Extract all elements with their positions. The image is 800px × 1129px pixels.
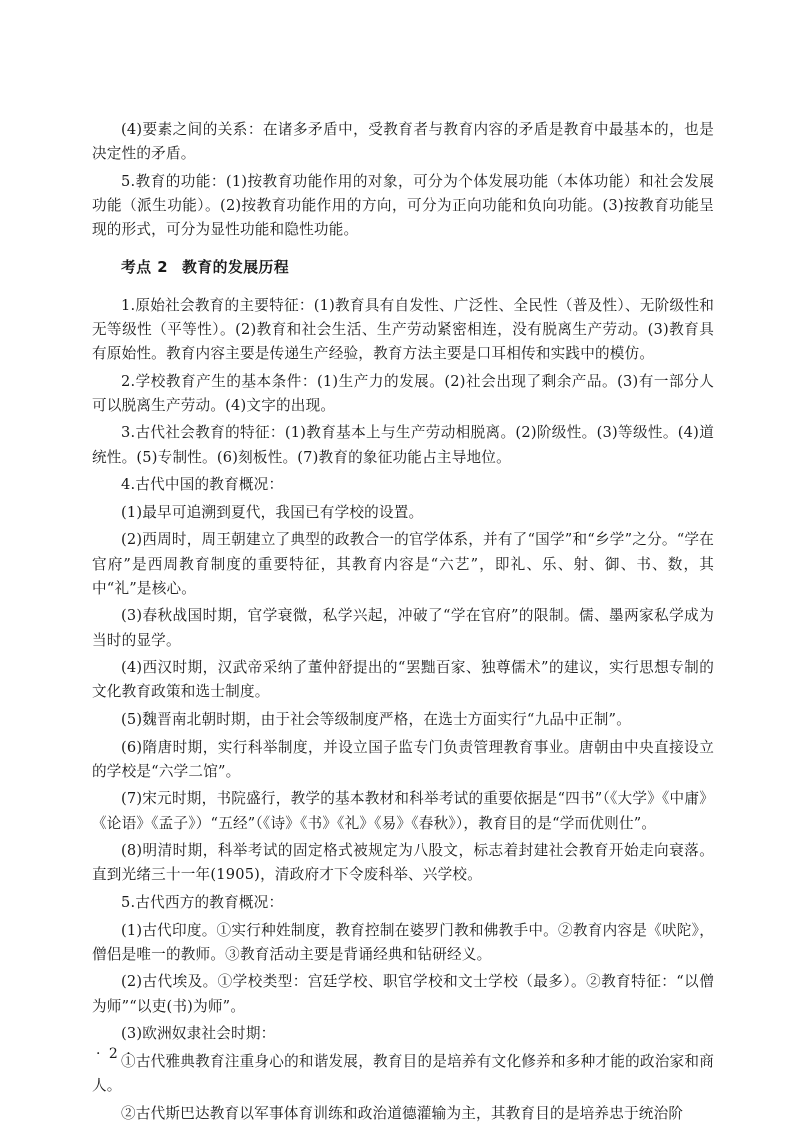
page-body (92, 118, 714, 1129)
paragraph: (6)隋唐时期，实行科举制度，并设立国子监专门负责管理教育事业。唐朝由中央直接设立的学校是“六学二馆”。 (92, 738, 714, 780)
paragraph: (3)欧洲奴隶社会时期： (121, 1025, 276, 1043)
paragraph: (2)西周时，周王朝建立了典型的政教合一的官学体系，并有了“国学”和“乡学”之分。“学在官府”是西周教育制度的重要特征，其教育内容是“六艺”，即礼、乐、射、御、书、数，其中“礼”是核心。 (92, 531, 714, 597)
paragraph: (4)要素之间的关系：在诸多矛盾中，受教育者与教育内容的矛盾是教育中最基本的，也是决定性的矛盾。 (92, 121, 714, 163)
paragraph: 5.教育的功能：(1)按教育功能作用的对象，可分为个体发展功能（本体功能）和社会发展功能（派生功能）。(2)按教育功能作用的方向，可分为正向功能和负向功能。(3)按教育功能呈现的形式，可分为显性功能和隐性功能。 (92, 172, 714, 239)
paragraph: 3.古代社会教育的特征：(1)教育基本上与生产劳动相脱离。(2)阶级性。(3)等级性。(4)道统性。(5)专制性。(6)刻板性。(7)教育的象征功能占主导地位。 (92, 424, 714, 466)
paragraph: (7)宋元时期，书院盛行，教学的基本教材和科举考试的重要依据是“四书”（《大学》《中庸》《论语》《孟子》）“五经”（《诗》《书》《礼》《易》《春秋》），教育目的是“学而优则仕”。 (92, 790, 714, 832)
paragraph: ②古代斯巴达教育以军事体育训练和政治道德灌输为主，其教育目的是培养忠于统治阶 (121, 1104, 684, 1122)
paragraph: ①古代雅典教育注重身心的和谐发展，教育目的是培养有文化修养和多种才能的政治家和商人。 (92, 1052, 714, 1094)
paragraph: (1)最早可追溯到夏代，我国已有学校的设置。 (121, 503, 424, 521)
paragraph: (8)明清时期，科举考试的固定格式被规定为八股文，标志着封建社会教育开始走向衰落。直到光绪三十一年(1905)，清政府才下令废科举、兴学校。 (92, 842, 714, 884)
paragraph: (5)魏晋南北朝时期，由于社会等级制度严格，在选士方面实行“九品中正制”。 (121, 710, 631, 728)
section-heading (121, 256, 714, 280)
paragraph: 2.学校教育产生的基本条件：(1)生产力的发展。(2)社会出现了剩余产品。(3)有一部分人可以脱离生产劳动。(4)文字的出现。 (92, 372, 714, 414)
paragraph: 5.古代西方的教育概况： (121, 893, 284, 911)
page-number: · 2 · (96, 1046, 133, 1062)
heading-title: 教育的发展历程 (182, 259, 290, 277)
paragraph: (1)古代印度。①实行种姓制度，教育控制在婆罗门教和佛教手中。②教育内容是《吠陀》，僧侣是唯一的教师。③教育活动主要是背诵经典和钻研经义。 (92, 921, 714, 963)
paragraph: 1.原始社会教育的主要特征：(1)教育具有自发性、广泛性、全民性（普及性）、无阶级性和无等级性（平等性）。(2)教育和社会生活、生产劳动紧密相连，没有脱离生产劳动。(3)教育具有原始性。教育内容主要是传递生产经验，教育方法主要是口耳相传和实践中的模仿。 (92, 296, 714, 363)
paragraph: (2)古代埃及。①学校类型：宫廷学校、职官学校和文士学校（最多）。②教育特征：“以僧为师”“以吏(书)为师”。 (92, 973, 714, 1015)
heading-label: 考点 2 (121, 259, 169, 277)
paragraph: 4.古代中国的教育概况： (121, 476, 284, 494)
paragraph: (4)西汉时期，汉武帝采纳了董仲舒提出的“罢黜百家、独尊儒术”的建议，实行思想专制的文化教育政策和选士制度。 (92, 659, 714, 701)
paragraph: (3)春秋战国时期，官学衰微，私学兴起，冲破了“学在官府”的限制。儒、墨两家私学成为当时的显学。 (92, 607, 714, 649)
